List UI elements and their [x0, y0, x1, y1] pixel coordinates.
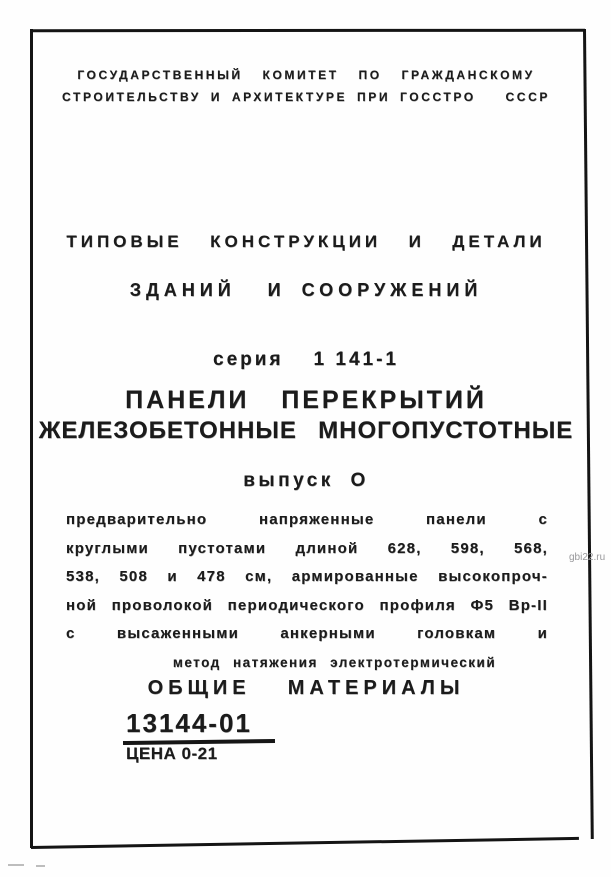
committee-header-line-1: ГОСУДАРСТВЕННЫЙ КОМИТЕТ ПО ГРАЖДАНСКОМУ: [77, 68, 535, 82]
description-line-last: метод натяжения электротермический: [172, 654, 497, 670]
site-watermark: gbi22.ru: [569, 552, 606, 563]
main-title-line-1: ПАНЕЛИ ПЕРЕКРЫТИЙ: [125, 386, 487, 414]
description-line: 538, 508 и 478 см, армированные высокопроч-: [66, 568, 548, 585]
description-line: ной проволокой периодического профиля Ф5 Вр-II: [66, 596, 548, 614]
series-number: 1 141-1: [313, 349, 399, 370]
committee-header-line-2: СТРОИТЕЛЬСТВУ И АРХИТЕКТУРЕ ПРИ ГОССТРО СССР: [62, 90, 550, 104]
series-heading-line-1: ТИПОВЫЕ КОНСТРУКЦИИ И ДЕТАЛИ: [66, 232, 546, 251]
main-title-line-2: ЖЕЛЕЗОБЕТОННЫЕ МНОГОПУСТОТНЫЕ: [38, 417, 574, 444]
scan-artifact: [36, 865, 45, 867]
series-heading-line-2: ЗДАНИЙ И СООРУЖЕНИЙ: [129, 280, 483, 300]
scan-artifact: [8, 864, 24, 866]
series-number-row: [36, 349, 576, 371]
stamp-code: 13144-01: [126, 708, 252, 738]
description-paragraph: [66, 506, 548, 676]
description-line: круглыми пустотами длиной 628, 598, 568,: [66, 539, 548, 557]
issue-label: выпуск О: [243, 470, 369, 491]
stamp-price: ЦЕНА 0-21: [126, 744, 218, 763]
section-title: ОБЩИЕ МАТЕРИАЛЫ: [147, 677, 465, 699]
border-bottom: [31, 837, 579, 849]
description-line: с высаженными анкерными головкам и: [66, 625, 548, 642]
border-right: [583, 29, 594, 839]
border-top: [31, 29, 585, 32]
description-line: предварительно напряженные панели с: [66, 511, 548, 528]
series-label: серия: [213, 349, 284, 370]
